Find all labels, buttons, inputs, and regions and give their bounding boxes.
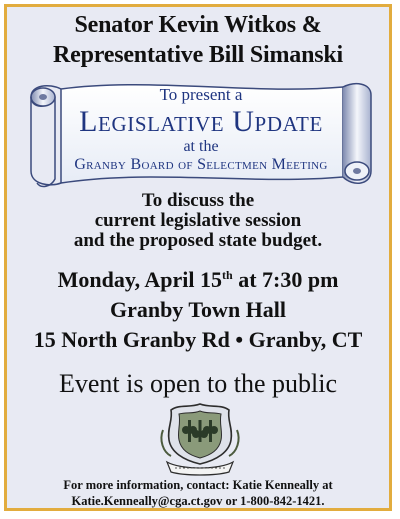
headline-senator: Senator Kevin Witkos & <box>74 12 322 38</box>
headline-representative: Representative Bill Simanski <box>53 42 343 68</box>
purpose-line: and the proposed state budget. <box>73 230 323 251</box>
contact-info <box>7 477 389 509</box>
banner-intro: To present a <box>159 85 243 104</box>
purpose-text <box>7 191 389 251</box>
event-address: 15 North Granby Rd • Granby, CT <box>33 327 363 352</box>
event-venue: Granby Town Hall <box>109 297 287 322</box>
flyer <box>4 4 392 511</box>
scroll-banner <box>21 75 381 193</box>
purpose-line: current legislative session <box>94 210 302 231</box>
contact-line: For more information, contact: Katie Kenneally at <box>63 478 333 492</box>
date-suffix: at 7:30 pm <box>232 267 339 292</box>
public-notice: Event is open to the public <box>58 369 337 398</box>
banner-title: Legislative Update <box>79 105 323 138</box>
date-superscript: th <box>222 268 233 282</box>
connecticut-state-seal-icon <box>157 400 243 476</box>
banner-organization: Granby Board of Selectmen Meeting <box>74 156 328 173</box>
date-prefix: Monday, April 15 <box>57 267 223 292</box>
contact-line: Katie.Kenneally@cga.ct.gov or 1-800-842-1421. <box>71 494 325 508</box>
banner-at: at the <box>183 138 219 155</box>
event-date <box>7 267 389 293</box>
purpose-line: To discuss the <box>141 190 255 211</box>
